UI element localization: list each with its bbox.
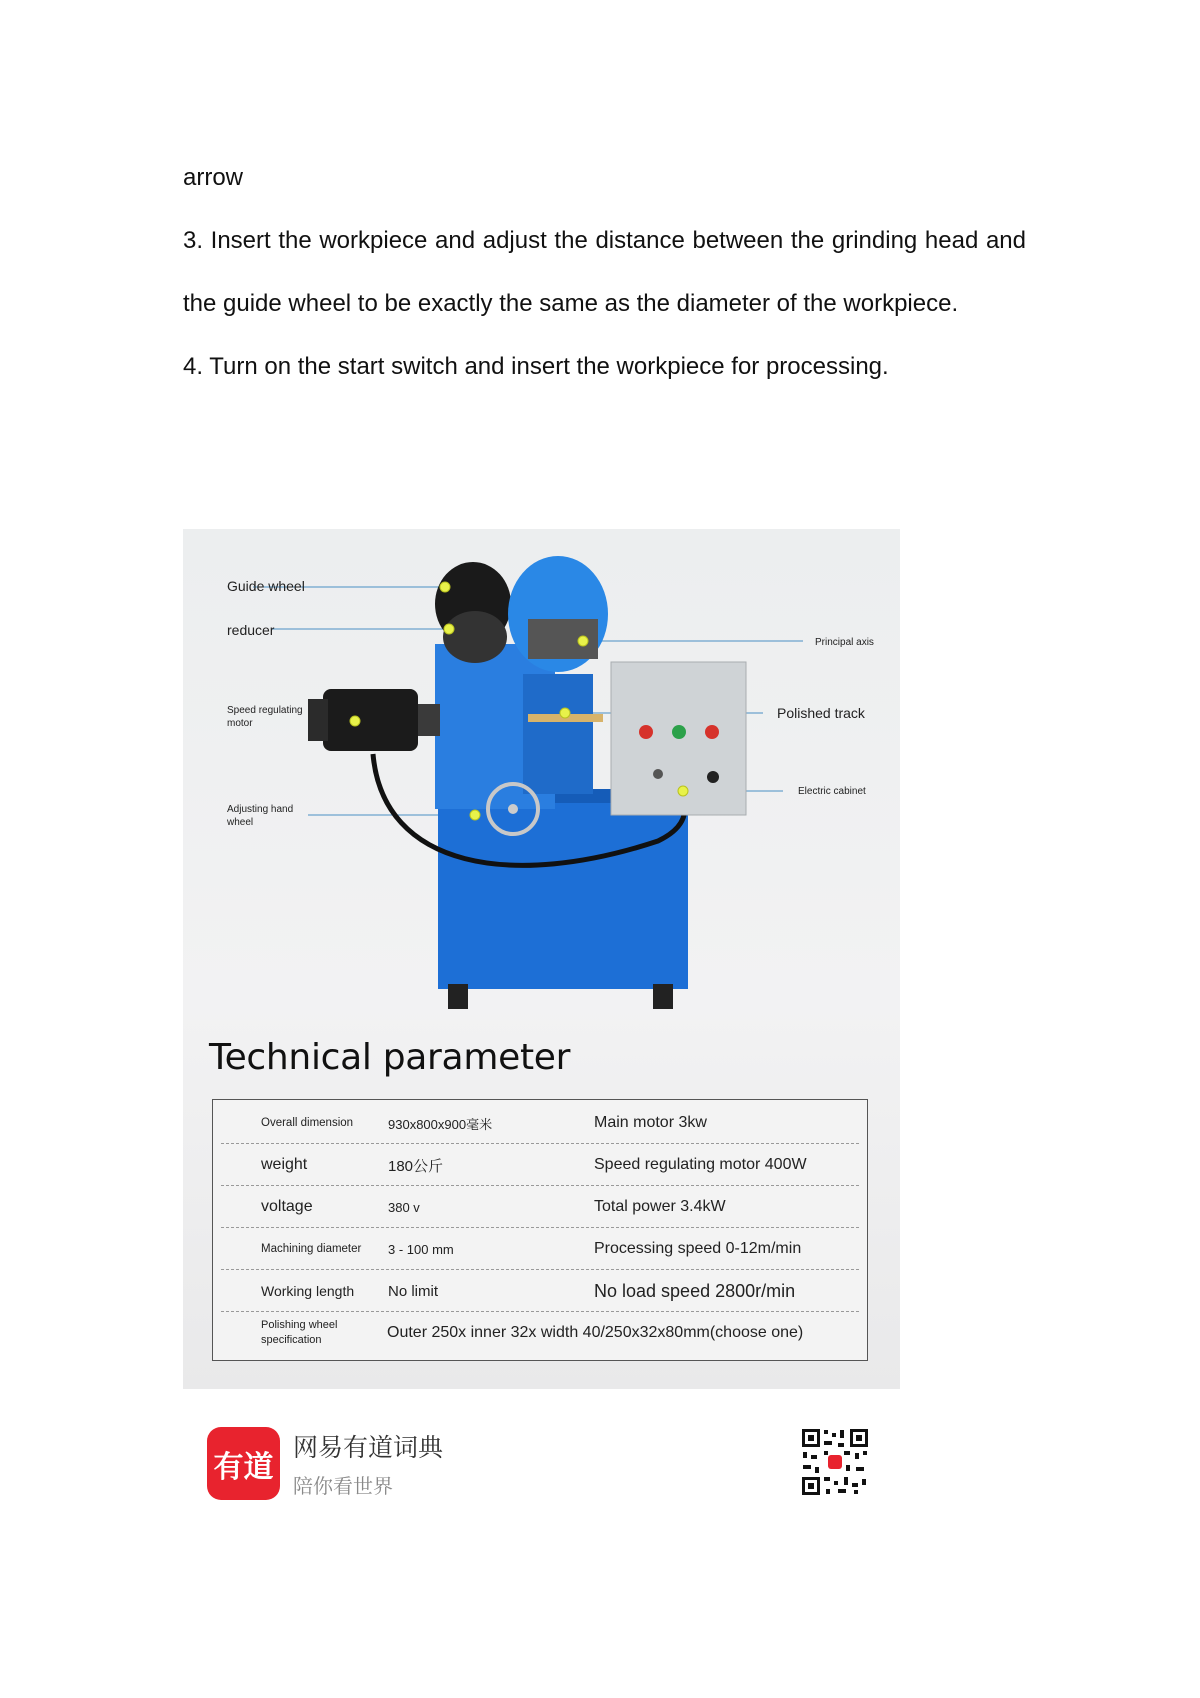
step-4: 4. Turn on the start switch and insert the workpiece for processing. — [183, 353, 889, 380]
spec-value: 180公斤 — [388, 1157, 444, 1175]
spec-row — [221, 1312, 859, 1354]
callout-speed-motor: Speed regulating motor — [227, 705, 303, 729]
callout-electric-cabinet: Electric cabinet — [798, 786, 866, 797]
spec-row — [221, 1270, 859, 1312]
spec-right: Processing speed 0-12m/min — [594, 1240, 802, 1257]
brand-slogan: 陪你看世界 — [293, 1474, 393, 1498]
logo-text: 有道 — [213, 1449, 274, 1485]
machine-illustration — [183, 529, 900, 1049]
product-figure — [183, 529, 900, 1389]
spec-row — [221, 1186, 859, 1228]
spec-label: Working length — [261, 1283, 355, 1299]
spec-value: 930x800x900毫米 — [388, 1116, 493, 1132]
spec-row — [221, 1228, 859, 1270]
step-3: 3. Insert the workpiece and adjust the distance between the grinding head and the guide wheel to be exactly the same as the diameter of the workpiece. — [183, 227, 1026, 317]
callout-guide-wheel: Guide wheel — [227, 578, 305, 594]
spec-label: voltage — [261, 1198, 313, 1215]
spec-right: Main motor 3kw — [594, 1114, 707, 1131]
body-text — [183, 146, 1026, 398]
technical-parameter-title: Technical parameter — [209, 1037, 571, 1078]
spec-row — [221, 1144, 859, 1186]
spec-label: weight — [261, 1156, 308, 1173]
spec-label: Overall dimension — [261, 1117, 354, 1129]
spec-label: Polishing wheel specification — [261, 1319, 338, 1346]
callout-reducer: reducer — [227, 622, 275, 638]
spec-right: No load speed 2800r/min — [594, 1280, 796, 1301]
qr-code-icon — [800, 1427, 870, 1497]
spec-label: Machining diameter — [261, 1243, 362, 1255]
brand-name: 网易有道词典 — [293, 1433, 444, 1462]
spec-value: No limit — [388, 1282, 439, 1300]
spec-table — [212, 1099, 868, 1361]
callout-polished-track: Polished track — [777, 705, 865, 721]
youdao-logo-icon — [207, 1427, 280, 1500]
text-line-arrow: arrow — [183, 164, 244, 191]
spec-value: 380 v — [388, 1199, 420, 1215]
spec-row — [221, 1102, 859, 1144]
spec-value: Outer 250x inner 32x width 40/250x32x80mm(choose one) — [387, 1324, 804, 1341]
spec-right: Speed regulating motor 400W — [594, 1156, 807, 1173]
spec-right: Total power 3.4kW — [594, 1198, 726, 1215]
callout-principal-axis: Principal axis — [815, 637, 874, 648]
callout-adjusting-hand-wheel: Adjusting hand wheel — [227, 804, 294, 828]
spec-value: 3 - 100 mm — [388, 1241, 454, 1257]
